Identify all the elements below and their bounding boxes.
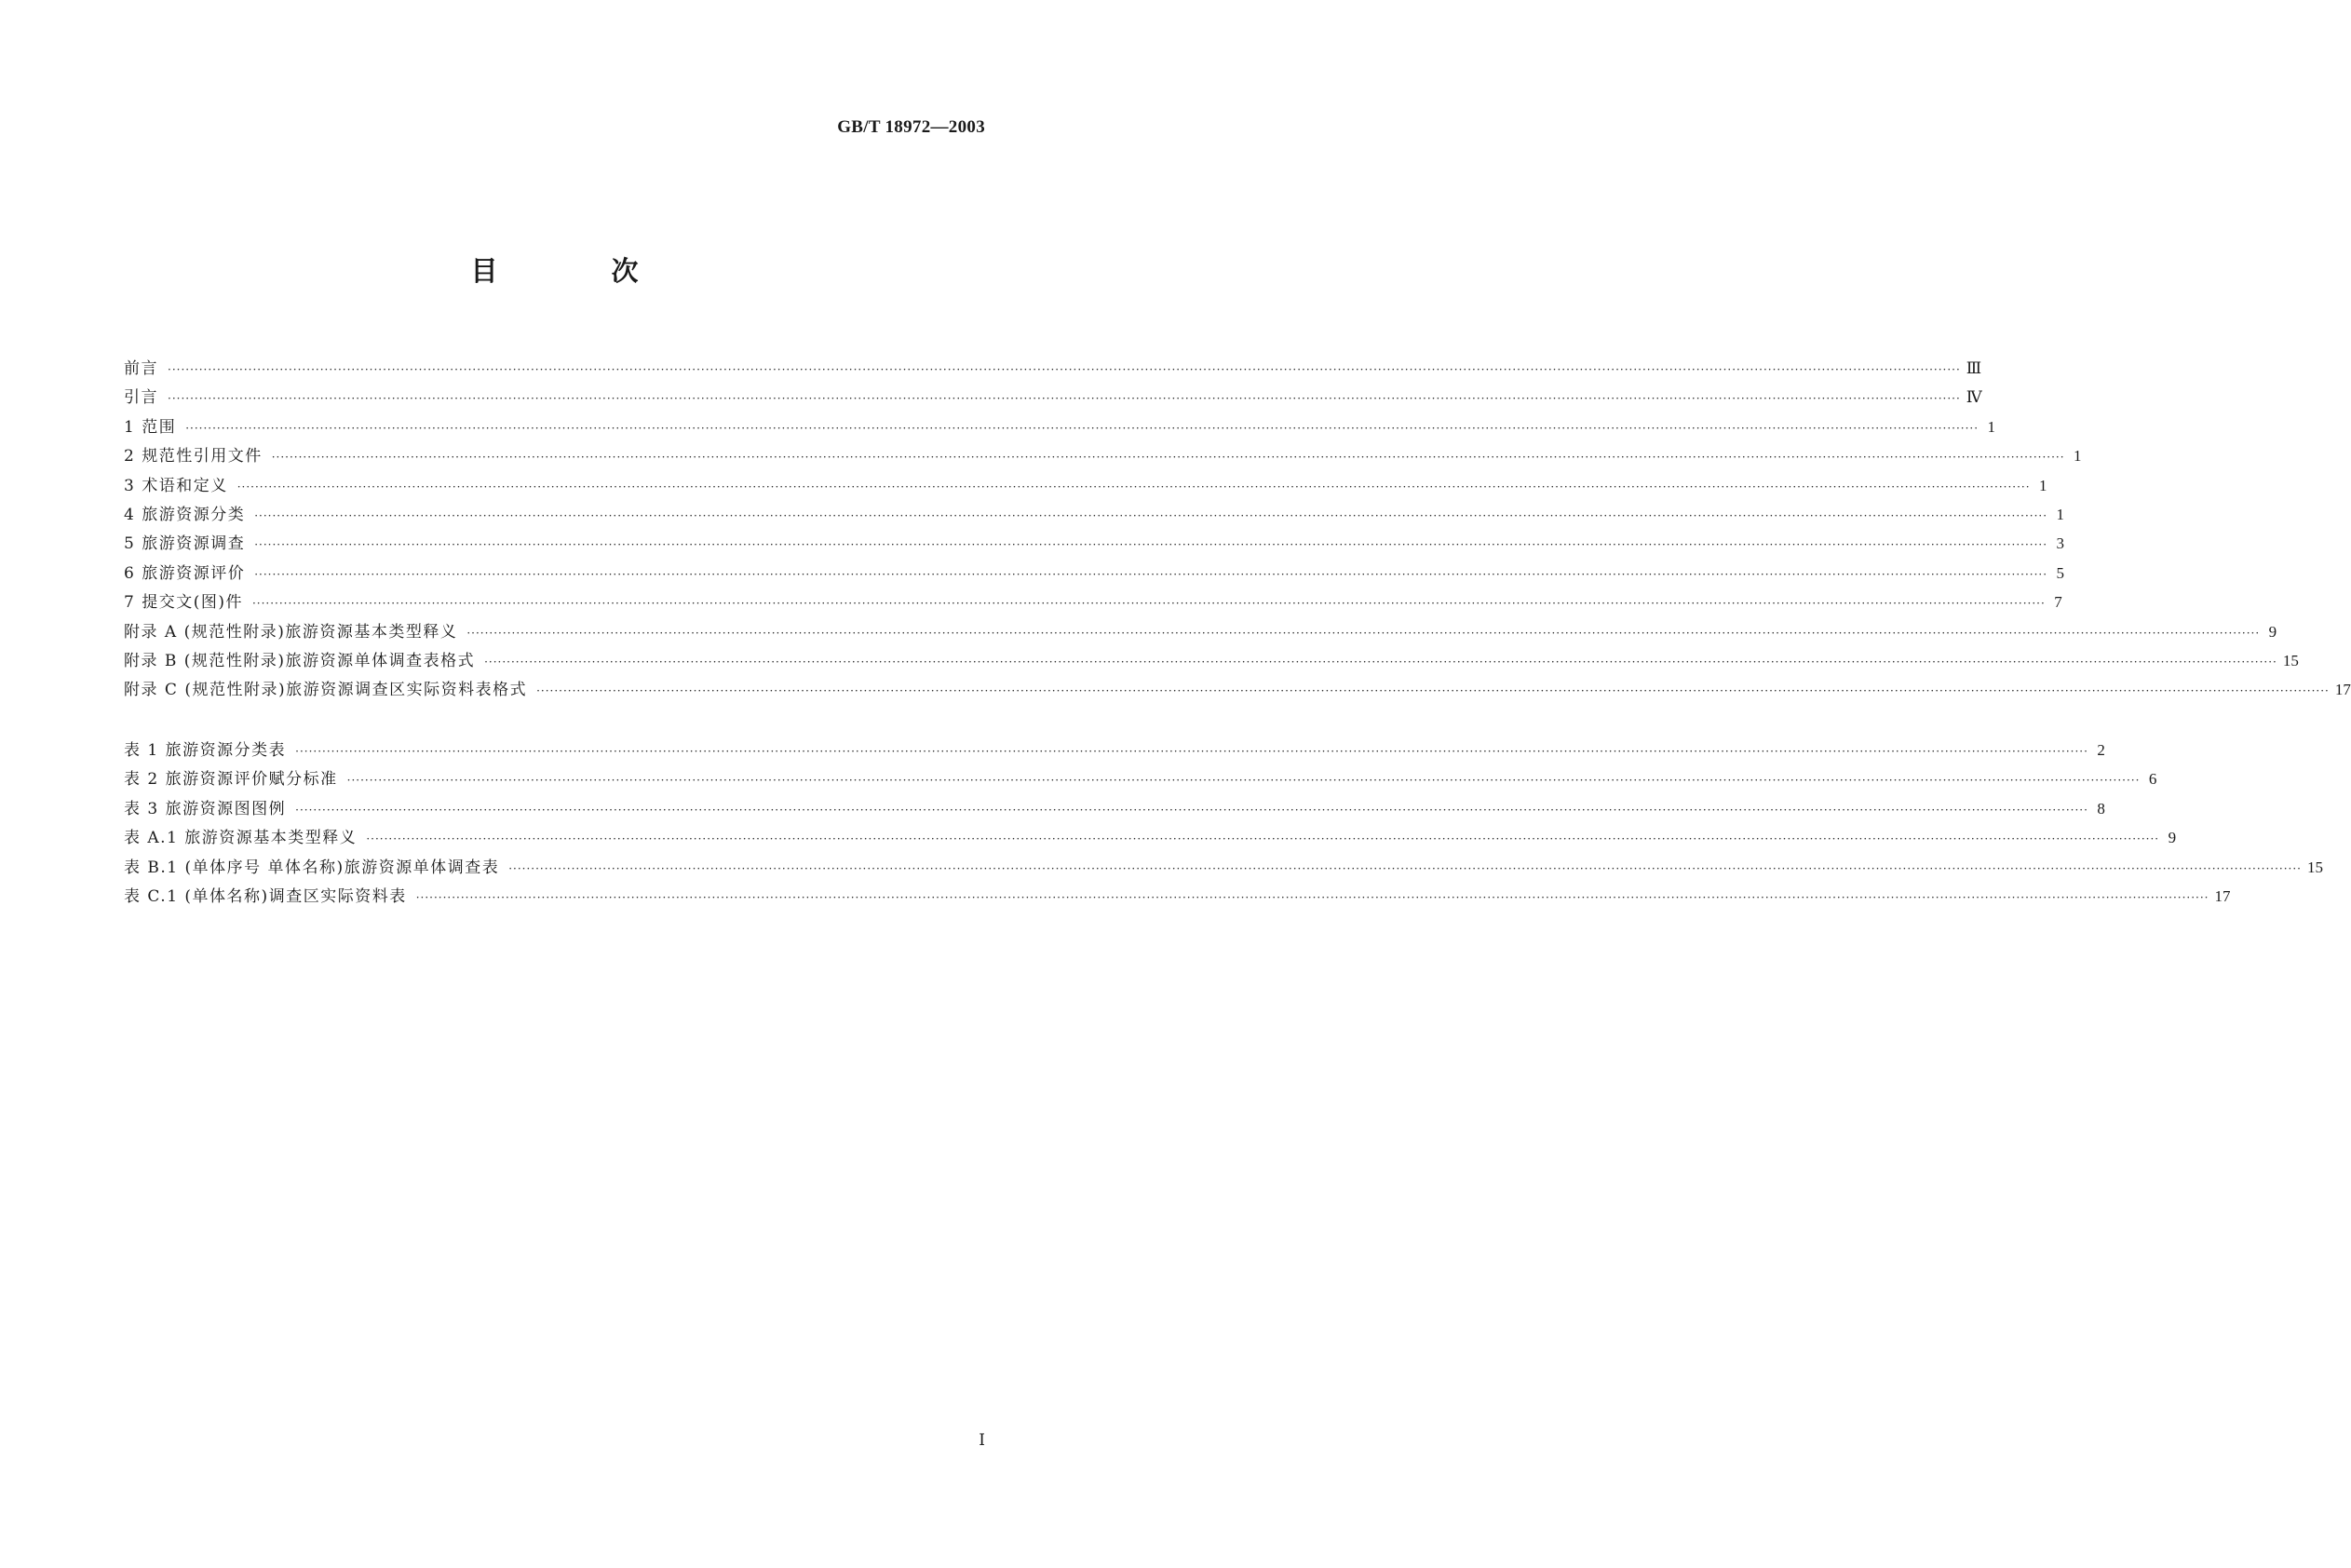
toc-entry-label: 3 术语和定义 [124,476,228,495]
dot-leader: ················································································································································································································································································································································································································ [271,451,2065,465]
toc-entry-label: 表 B.1 (单体序号 单体名称)旅游资源单体调查表 [124,858,500,877]
toc-entry-evaluation[interactable] [124,559,2065,588]
toc-entry-introduction[interactable] [124,383,1982,412]
toc-entry-page: 1 [2056,505,2065,523]
toc-entry-terms[interactable] [124,471,2047,500]
toc-entry-label: 5 旅游资源调查 [124,534,246,554]
toc-entry-page: 17 [2214,886,2231,905]
dot-leader: ················································································································································································································································································································································································································ [236,480,2031,493]
toc-entry-label: 附录 B (规范性附录)旅游资源单体调查表格式 [124,651,476,670]
toc-entry-label: 前言 [124,359,158,378]
toc-entry-annex-a[interactable] [124,617,2277,646]
toc-entry-page: 3 [2056,534,2065,553]
toc-entry-annex-c[interactable] [124,675,2351,704]
toc-entry-label: 表 1 旅游资源分类表 [124,741,287,760]
toc-entry-submission[interactable] [124,588,2062,616]
toc-entry-page: 15 [2282,651,2299,669]
toc-entry-table-2[interactable] [124,764,2157,793]
dot-leader: ················································································································································································································································································································································································································ [484,655,2277,669]
toc-entry-label: 表 A.1 旅游资源基本类型释义 [124,829,358,848]
dot-leader: ················································································································································································································································································································································································································ [508,861,2302,875]
toc-entry-label: 附录 A (规范性附录)旅游资源基本类型释义 [124,622,458,642]
toc-entry-label: 表 C.1 (单体名称)调查区实际资料表 [124,886,407,906]
toc-entry-table-3[interactable] [124,794,2105,823]
dot-leader: ················································································································································································································································································································································································································ [415,890,2209,904]
toc-tables-list [124,736,2323,911]
toc-entry-page: 6 [2148,770,2157,789]
dot-leader: ················································································································································································································································································································································································································ [254,567,2048,581]
dot-leader: ················································································································································································································································································································································································································ [466,626,2261,640]
toc-entry-label: 1 范围 [124,417,177,437]
toc-entry-page: Ⅲ [1966,359,1982,377]
dot-leader: ················································································································································································································································································································································································································ [295,745,2088,758]
toc-entry-label: 表 2 旅游资源评价赋分标准 [124,770,338,790]
dot-leader: ················································································································································································································································································································································································································ [168,363,1961,376]
page-number: Ⅰ [979,1431,985,1449]
dot-leader: ················································································································································································································································································································································································································ [254,508,2048,522]
toc-entry-label: 表 3 旅游资源图图例 [124,799,287,818]
dot-leader: ················································································································································································································································································································································································································ [251,597,2046,611]
dot-leader: ················································································································································································································································································································································································································ [536,684,2330,698]
toc-entry-annex-b[interactable] [124,646,2299,675]
dot-leader: ················································································································································································································································································································································································································ [366,832,2160,846]
toc-entry-table-1[interactable] [124,736,2105,764]
toc-entry-classification[interactable] [124,500,2065,529]
dot-leader: ················································································································································································································································································································································································································ [254,538,2048,552]
toc-entry-page: 1 [2074,447,2082,466]
toc-entry-label: 2 规范性引用文件 [124,447,263,466]
toc-entry-foreword[interactable] [124,354,1982,383]
toc-entry-table-b1[interactable] [124,853,2323,882]
page-title: 目 次 [470,255,691,287]
toc-entry-page: Ⅳ [1966,388,1982,407]
toc-entry-label: 引言 [124,388,158,408]
dot-leader: ················································································································································································································································································································································································································ [168,392,1961,406]
standard-code: GB/T 18972—2003 [837,117,985,137]
toc-entry-label: 附录 C (规范性附录)旅游资源调查区实际资料表格式 [124,681,528,700]
toc-entry-page: 1 [1987,417,1996,436]
toc-entry-page: 17 [2334,681,2351,699]
toc-entry-label: 7 提交文(图)件 [124,593,243,613]
toc-entry-table-c1[interactable] [124,882,2231,911]
toc-entry-page: 7 [2054,593,2062,612]
toc-entry-page: 9 [2168,829,2177,847]
toc-entry-page: 8 [2097,799,2105,818]
toc-entry-survey[interactable] [124,529,2065,558]
toc-entry-page: 2 [2097,741,2105,759]
dot-leader: ················································································································································································································································································································································································································ [346,774,2141,788]
dot-leader: ················································································································································································································································································································································································································ [295,803,2088,817]
toc-entry-page: 9 [2268,622,2277,641]
toc-entry-page: 15 [2306,858,2323,876]
toc-entry-page: 5 [2056,563,2065,582]
toc-entry-table-a1[interactable] [124,823,2177,852]
toc-entry-scope[interactable] [124,412,1996,441]
toc-entry-normative-references[interactable] [124,441,2082,470]
toc-main-list [124,354,2351,705]
toc-entry-page: 1 [2039,476,2047,494]
toc-entry-label: 4 旅游资源分类 [124,505,246,524]
dot-leader: ················································································································································································································································································································································································································ [185,421,1979,435]
toc-entry-label: 6 旅游资源评价 [124,563,246,583]
